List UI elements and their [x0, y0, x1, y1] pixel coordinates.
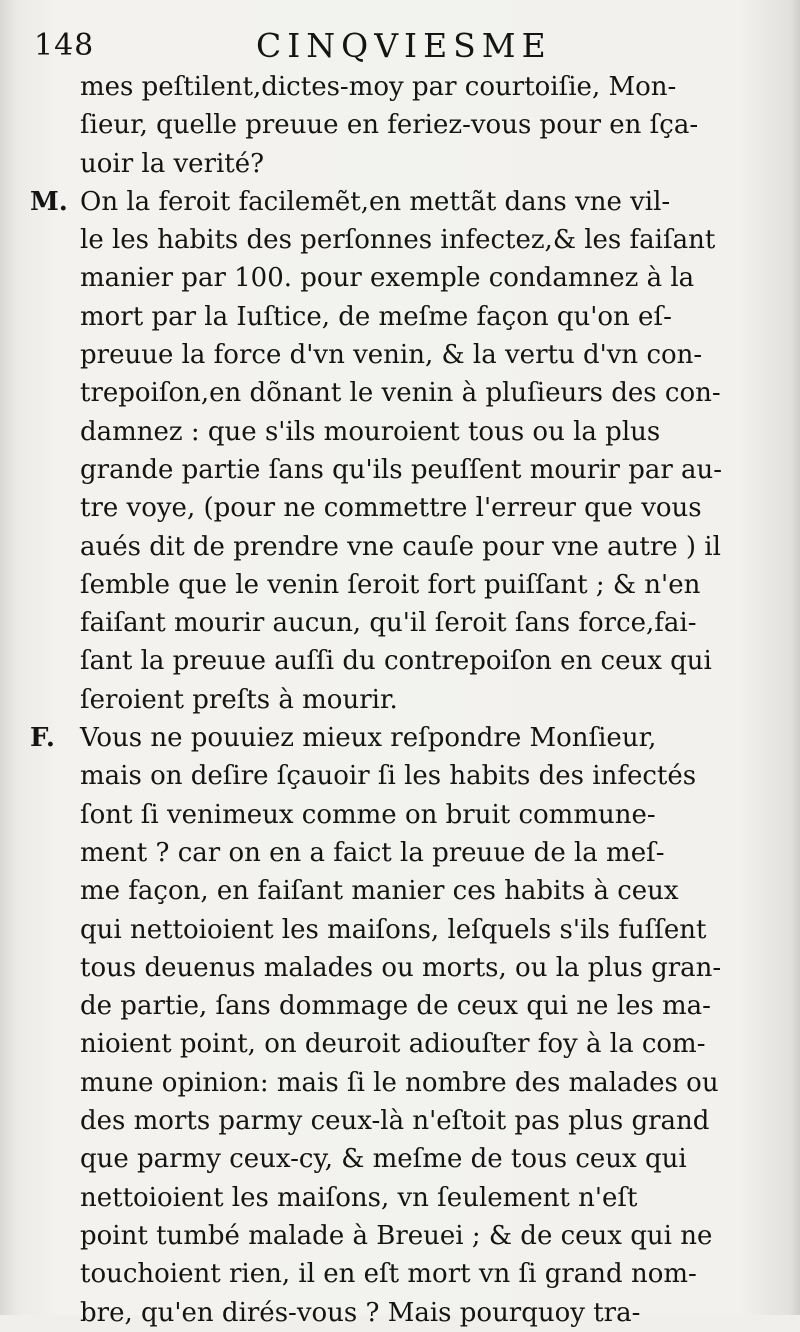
- line-text: Vous ne pouuiez mieux reſpondre Monſieur,: [80, 723, 657, 754]
- text-line: [30, 183, 760, 221]
- speaker-label: F.: [30, 723, 55, 754]
- line-text: nioient point, on deuroit adiouſter foy à la com-: [80, 1029, 706, 1060]
- line-text: touchoient rien, il en eſt mort vn ſi grand nom-: [80, 1259, 697, 1290]
- body-text: [30, 68, 760, 1332]
- text-line: [30, 872, 760, 910]
- line-text: ſont ſi venimeux comme on bruit commune-: [80, 799, 656, 830]
- text-line: [30, 1140, 760, 1178]
- line-text: ſeroient preſts à mourir.: [80, 684, 398, 715]
- line-text: manier par 100. pour exemple condamnez à la: [80, 263, 695, 294]
- speaker-label: M.: [30, 186, 68, 217]
- line-text: preuue la force d'vn venin, & la vertu d'vn con-: [80, 340, 703, 371]
- text-line: [30, 1217, 760, 1255]
- text-line: [30, 949, 760, 987]
- line-text: tous deuenus malades ou morts, ou la plus gran-: [80, 952, 722, 983]
- line-text: de partie, ſans dommage de ceux qui ne les ma-: [80, 991, 711, 1022]
- line-text: nettoioient les maiſons, vn ſeulement n'eſt: [80, 1182, 638, 1213]
- text-line: [30, 834, 760, 872]
- line-text: mune opinion: mais ſi le nombre des malades ou: [80, 1067, 719, 1098]
- page-number: 148: [34, 28, 95, 63]
- text-line: [30, 681, 760, 719]
- line-text: ſieur, quelle preuue en feriez-vous pour en ſça-: [80, 110, 699, 141]
- text-line: [30, 106, 760, 144]
- text-line: [30, 642, 760, 680]
- line-text: trepoiſon,en dõnant le venin à pluſieurs des con-: [80, 378, 721, 409]
- text-line: [30, 604, 760, 642]
- text-line: [30, 1255, 760, 1293]
- text-line: [30, 757, 760, 795]
- line-text: point tumbé malade à Breuei ; & de ceux qui ne: [80, 1220, 713, 1251]
- line-text: aués dit de prendre vne cauſe pour vne autre ) il: [80, 531, 721, 562]
- text-line: [30, 413, 760, 451]
- line-text: que parmy ceux-cy, & meſme de tous ceux qui: [80, 1144, 687, 1175]
- text-line: [30, 987, 760, 1025]
- text-line: [30, 1025, 760, 1063]
- text-line: [30, 1179, 760, 1217]
- line-text: ſant la preuue auſſi du contrepoiſon en ceux qui: [80, 646, 712, 677]
- text-line: [30, 796, 760, 834]
- text-line: [30, 719, 760, 757]
- text-line: [30, 911, 760, 949]
- text-line: [30, 298, 760, 336]
- line-text: uoir la verité?: [80, 148, 265, 179]
- line-text: damnez : que s'ils mouroient tous ou la plus: [80, 416, 661, 447]
- line-text: faiſant mourir aucun, qu'il ſeroit ſans force,fai-: [80, 608, 697, 639]
- line-text: qui nettoioient les maiſons, leſquels s'ils fuſſent: [80, 914, 707, 945]
- line-text: bre, qu'en dirés-vous ? Mais pourquoy tra-: [80, 1297, 641, 1328]
- text-line: [30, 489, 760, 527]
- running-title: CINQVIESME: [256, 26, 552, 65]
- text-line: [30, 566, 760, 604]
- text-line: [30, 336, 760, 374]
- line-text: mes peſtilent,dictes-moy par courtoiſie, Mon-: [80, 72, 677, 102]
- text-line: [30, 259, 760, 297]
- text-line: [30, 1102, 760, 1140]
- line-text: me façon, en faiſant manier ces habits à ceux: [80, 876, 679, 907]
- text-line: [30, 451, 760, 489]
- line-text: mais on deſire ſçauoir ſi les habits des infectés: [80, 761, 697, 792]
- line-text: grande partie ſans qu'ils peuſſent mourir par au-: [80, 454, 723, 485]
- text-line: [30, 374, 760, 412]
- text-line: [30, 145, 760, 183]
- line-text: des morts parmy ceux-là n'eſtoit pas plus grand: [80, 1106, 710, 1137]
- text-line: [30, 68, 760, 106]
- text-line: [30, 221, 760, 259]
- line-text: le les habits des perſonnes infectez,& les faiſant: [80, 225, 716, 256]
- line-text: On la feroit facilemẽt,en mettãt dans vne vil-: [80, 186, 671, 217]
- text-line: [30, 528, 760, 566]
- line-text: ment ? car on en a faict la preuue de la meſ-: [80, 837, 665, 868]
- line-text: ſemble que le venin ſeroit fort puiſſant ; & n'en: [80, 569, 701, 600]
- line-text: mort par la Iuſtice, de meſme façon qu'on eſ-: [80, 301, 672, 332]
- text-line: [30, 1294, 760, 1332]
- text-line: [30, 1064, 760, 1102]
- line-text: tre voye, (pour ne commettre l'erreur que vous: [80, 493, 702, 524]
